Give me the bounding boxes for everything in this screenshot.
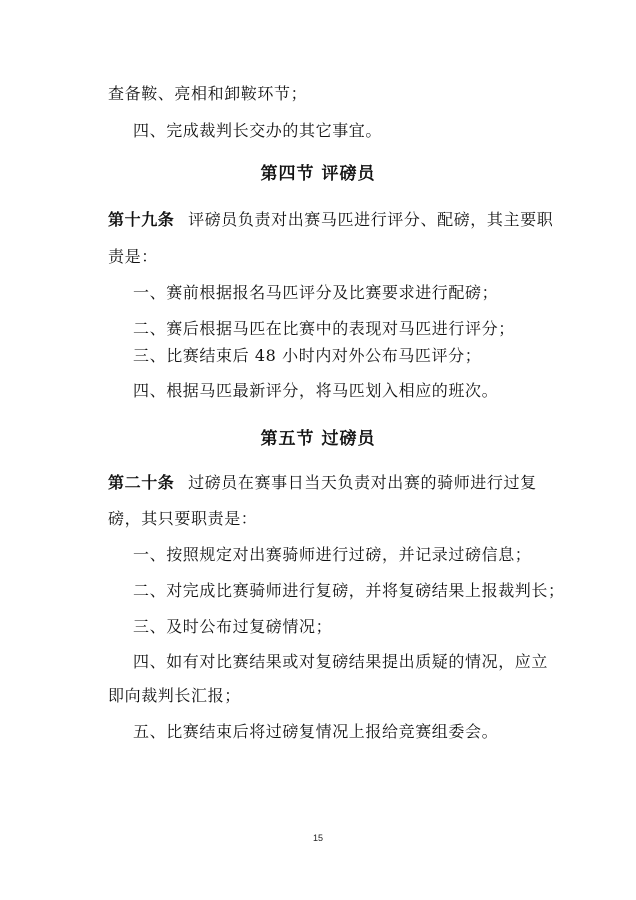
- list-item: 二、对完成比赛骑师进行复磅，并将复磅结果上报裁判长；: [133, 581, 565, 600]
- list-item: 二、赛后根据马匹在比赛中的表现对马匹进行评分；: [133, 319, 515, 338]
- list-item: 五、比赛结束后将过磅复情况上报给竞赛组委会。: [133, 722, 499, 741]
- page-number: 15: [312, 833, 323, 843]
- continued-text-line: 查备鞍、亮相和卸鞍环节；: [108, 84, 308, 103]
- duty-item-four: 四、完成裁判长交办的其它事宜。: [133, 121, 383, 140]
- article-19-line-2: 责是：: [108, 247, 158, 266]
- list-item: 三、比赛结束后 48 小时内对外公布马匹评分；: [133, 346, 482, 365]
- list-item: 三、及时公布过复磅情况；: [133, 617, 333, 636]
- list-item: 四、根据马匹最新评分，将马匹划入相应的班次。: [133, 381, 499, 400]
- article-19-text: 评磅员负责对出赛马匹进行评分、配磅，其主要职: [188, 210, 554, 229]
- article-20-line-1: [108, 473, 537, 493]
- list-item-continuation: 即向裁判长汇报；: [108, 686, 241, 705]
- article-19-line-1: [108, 210, 553, 230]
- article-20-text: 过磅员在赛事日当天负责对出赛的骑师进行过复: [188, 473, 537, 492]
- article-20-label: 第二十条: [108, 473, 175, 492]
- article-19-label: 第十九条: [108, 210, 175, 229]
- section-heading-5: 第五节 过磅员: [260, 429, 376, 449]
- list-item: 四、如有对比赛结果或对复磅结果提出质疑的情况，应立: [133, 652, 549, 671]
- article-20-line-2: 磅，其只要职责是：: [108, 509, 258, 528]
- list-item: 一、按照规定对出赛骑师进行过磅，并记录过磅信息；: [133, 545, 532, 564]
- section-heading-4: 第四节 评磅员: [260, 164, 376, 184]
- list-item: 一、赛前根据报名马匹评分及比赛要求进行配磅；: [133, 283, 499, 302]
